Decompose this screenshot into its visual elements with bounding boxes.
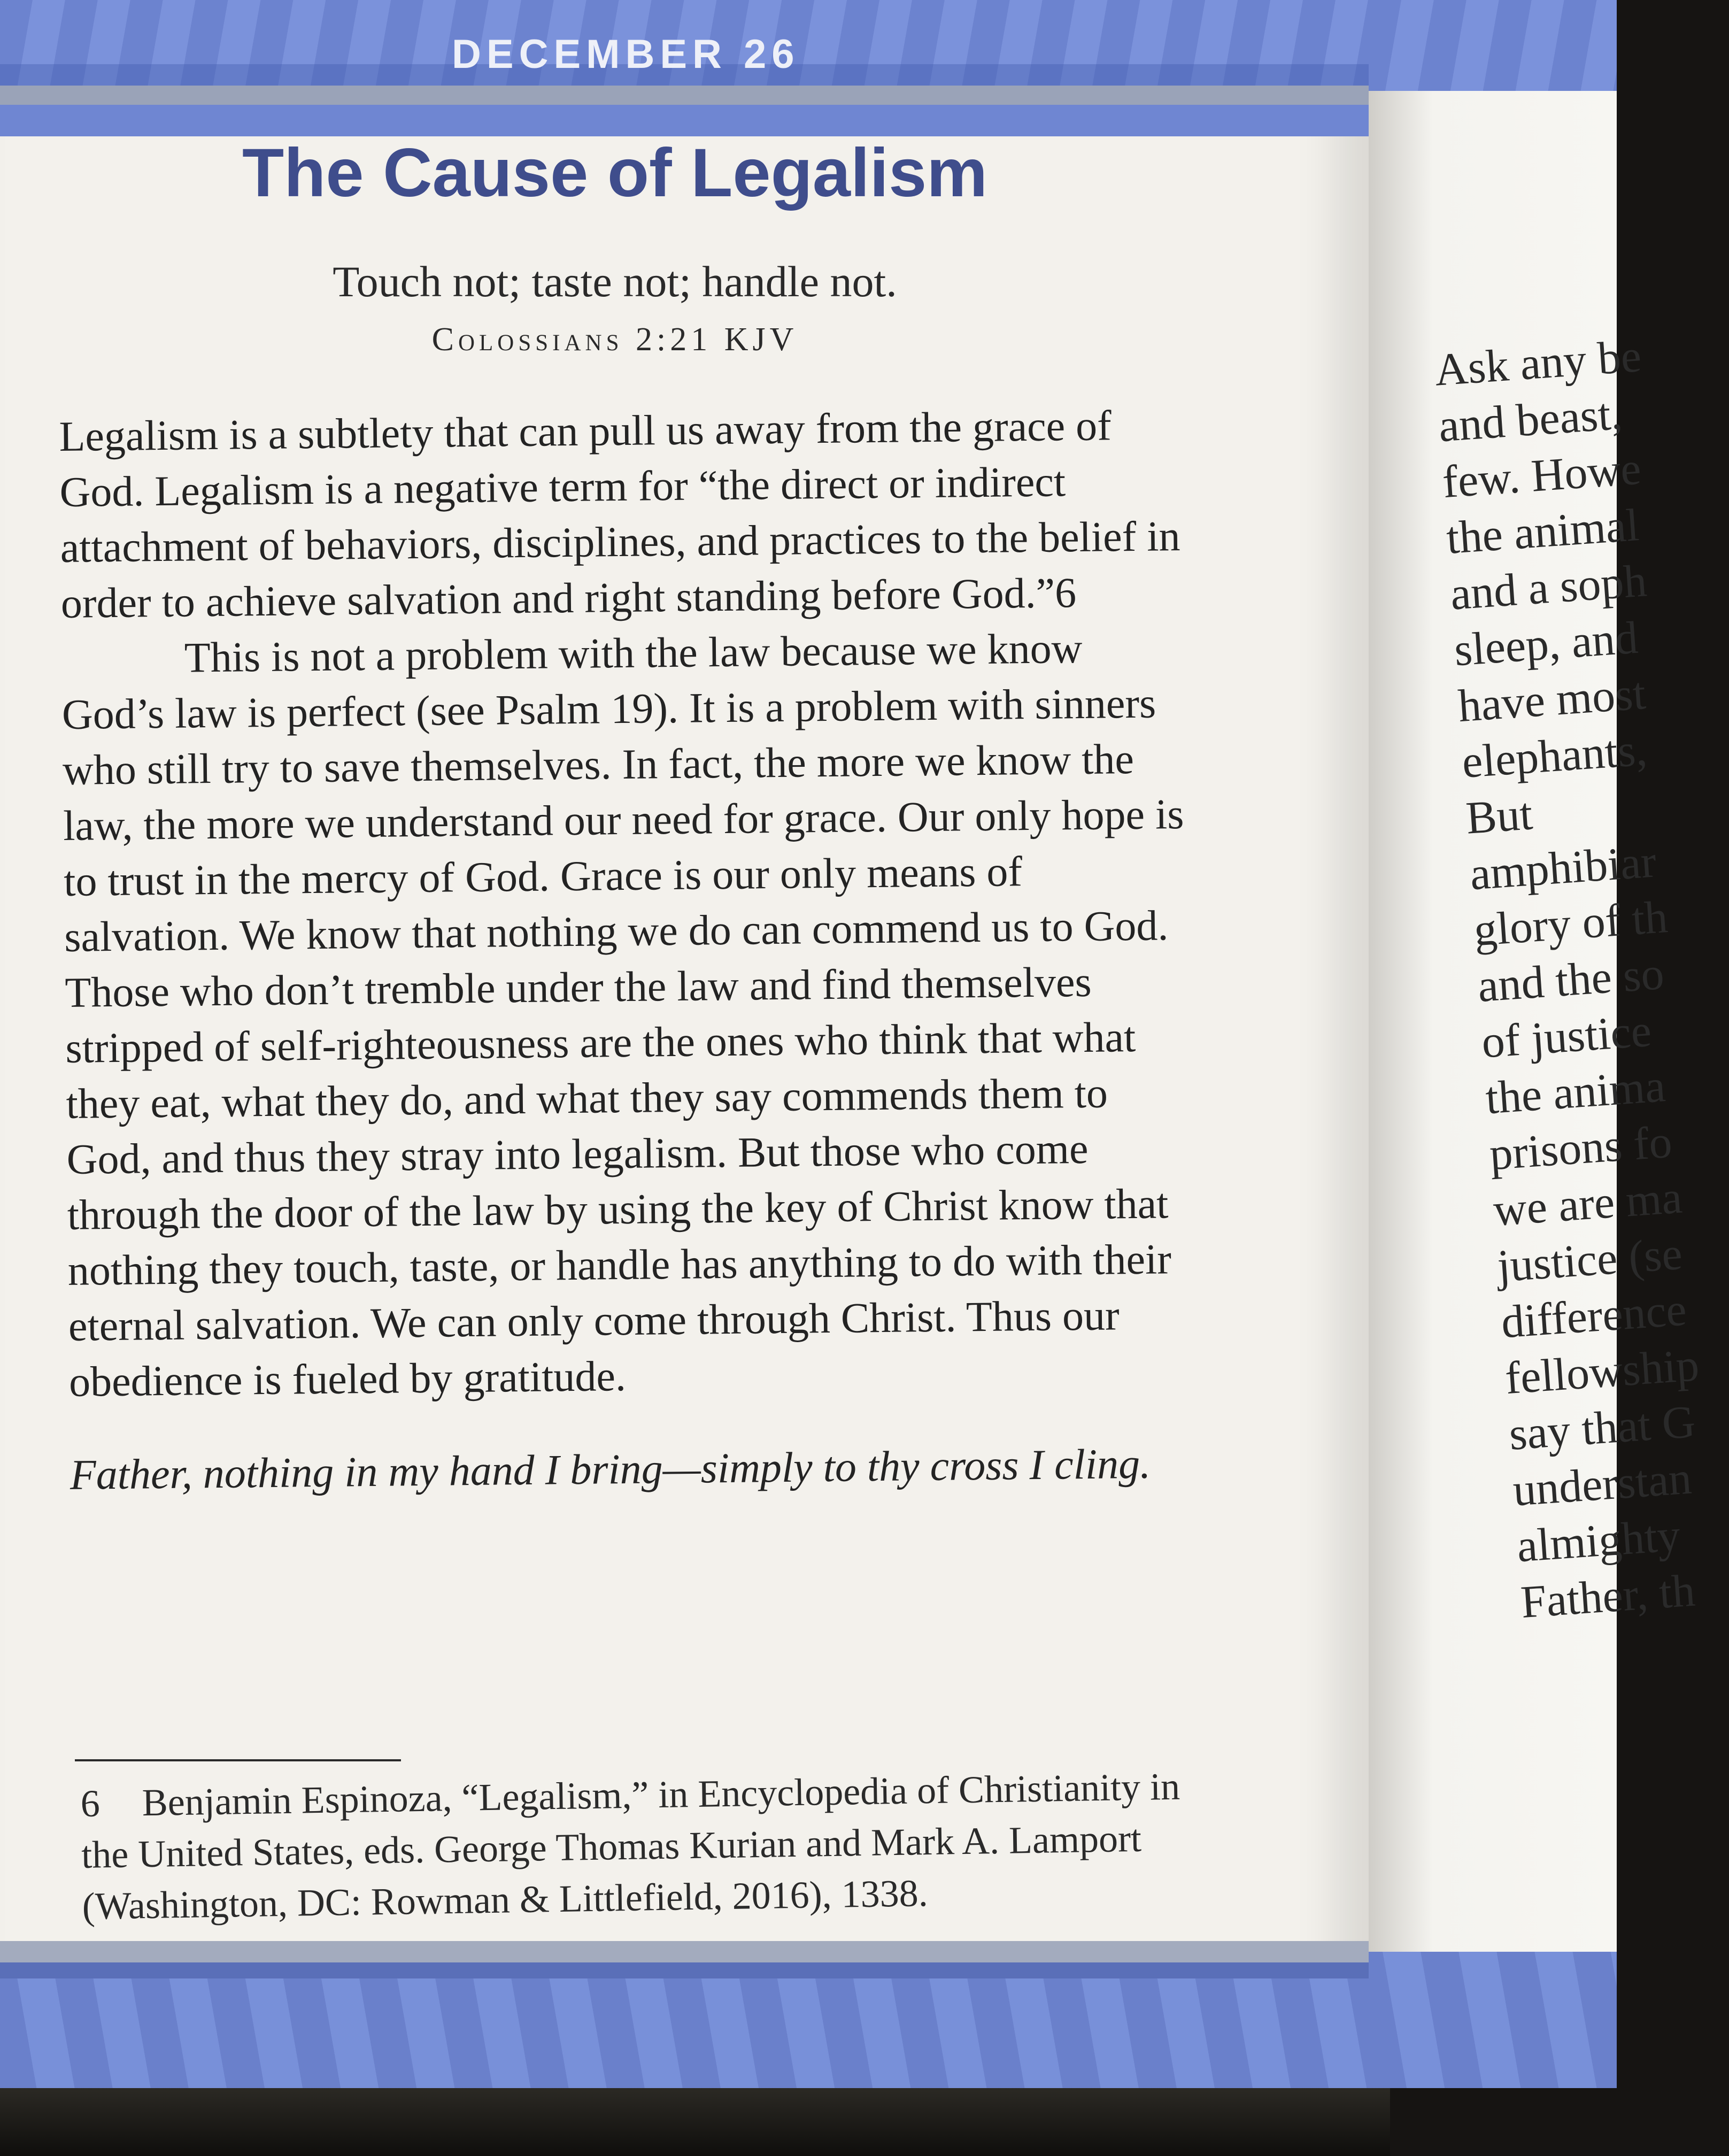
footer-stripe xyxy=(0,1962,1369,1978)
right-page-line: difference xyxy=(1499,1283,1688,1348)
right-page-line: almighty xyxy=(1515,1509,1682,1572)
right-page-line: Ask any be xyxy=(1433,329,1643,396)
right-page-line: we are ma xyxy=(1492,1171,1684,1236)
right-page-line: amphibiar xyxy=(1468,835,1658,900)
footnote-number: 6 xyxy=(80,1782,101,1825)
scripture-reference: Colossians 2:21 KJV xyxy=(431,321,798,358)
footer-stripe xyxy=(0,1941,1369,1962)
devotion-body xyxy=(59,397,1198,1503)
date-label: DECEMBER 26 xyxy=(452,32,800,77)
right-page-line: of justice xyxy=(1480,1004,1653,1068)
right-page-line: and beast, xyxy=(1437,387,1624,452)
right-page-line: understan xyxy=(1511,1452,1693,1516)
right-header-band xyxy=(1369,0,1617,91)
book-edge xyxy=(0,2088,1390,2156)
header-stripe xyxy=(0,105,1369,136)
right-page-line: the animal xyxy=(1445,499,1641,564)
right-page-line: say that G xyxy=(1507,1395,1697,1460)
right-page-line: and a soph xyxy=(1448,555,1649,620)
right-page-line: elephants, xyxy=(1460,723,1649,788)
body-paragraph: Legalism is a subtlety that can pull us away from the grace of God. Legalism is a negative term for “the direct or indirect attachment of behaviors, disciplines, and practices to the belief in order to achieve salvation and right standing before God.”6 xyxy=(59,402,1180,627)
footnote-text: Benjamin Espinoza, “Legalism,” in Encyclopedia of Christianity in the United States, eds. George Thomas Kurian and Mark A. Lamport (Washington, DC: Rowman & Littlefield, 2016), 1338. xyxy=(81,1765,1180,1928)
devotion-title: The Cause of Legalism xyxy=(242,135,988,211)
prayer-line: Father, nothing in my hand I bring—simply to thy cross I cling. xyxy=(70,1440,1151,1499)
body-paragraph: This is not a problem with the law because we know God’s law is perfect (see Psalm 19). It is a problem with sinners who still try to save themselves. In fact, the more we know the law, the more we understand our need for grace. Our only hope is to trust in the mercy of God. Grace is our only means of salvation. We know that nothing we do can commend us to God. Those who don’t tremble under the law and find themselves stripped of self-righteousness are the ones who think that what they eat, what they do, and what they say commends them to God, and thus they stray into legalism. But those who come through the door of the law by using the key of Christ know that nothing they touch, taste, or handle has anything to do with their eternal salvation. We can only come through Christ. Thus our obedience is fueled by gratitude. xyxy=(61,625,1184,1406)
right-page-line: have most xyxy=(1456,667,1648,732)
scripture-verse: Touch not; taste not; handle not. xyxy=(333,257,897,306)
right-page-line: sleep, and xyxy=(1452,611,1640,676)
right-page-line: But xyxy=(1464,788,1534,844)
right-page-line: prisons fo xyxy=(1487,1115,1674,1180)
right-page-line: the anima xyxy=(1484,1060,1668,1124)
footer-band xyxy=(0,1941,1369,2096)
footnote-divider xyxy=(75,1759,401,1761)
right-page-line: fellowship xyxy=(1503,1339,1701,1404)
right-page-line: few. Howe xyxy=(1440,442,1643,508)
right-page-line: glory of th xyxy=(1472,891,1670,956)
right-page-line: Father, th xyxy=(1519,1564,1697,1628)
header-stripe xyxy=(0,86,1369,105)
footnote xyxy=(80,1760,1194,1932)
right-page-line: justice (se xyxy=(1495,1227,1684,1292)
right-page-line: and the so xyxy=(1476,947,1666,1012)
right-footer-band xyxy=(1369,1952,1617,2088)
